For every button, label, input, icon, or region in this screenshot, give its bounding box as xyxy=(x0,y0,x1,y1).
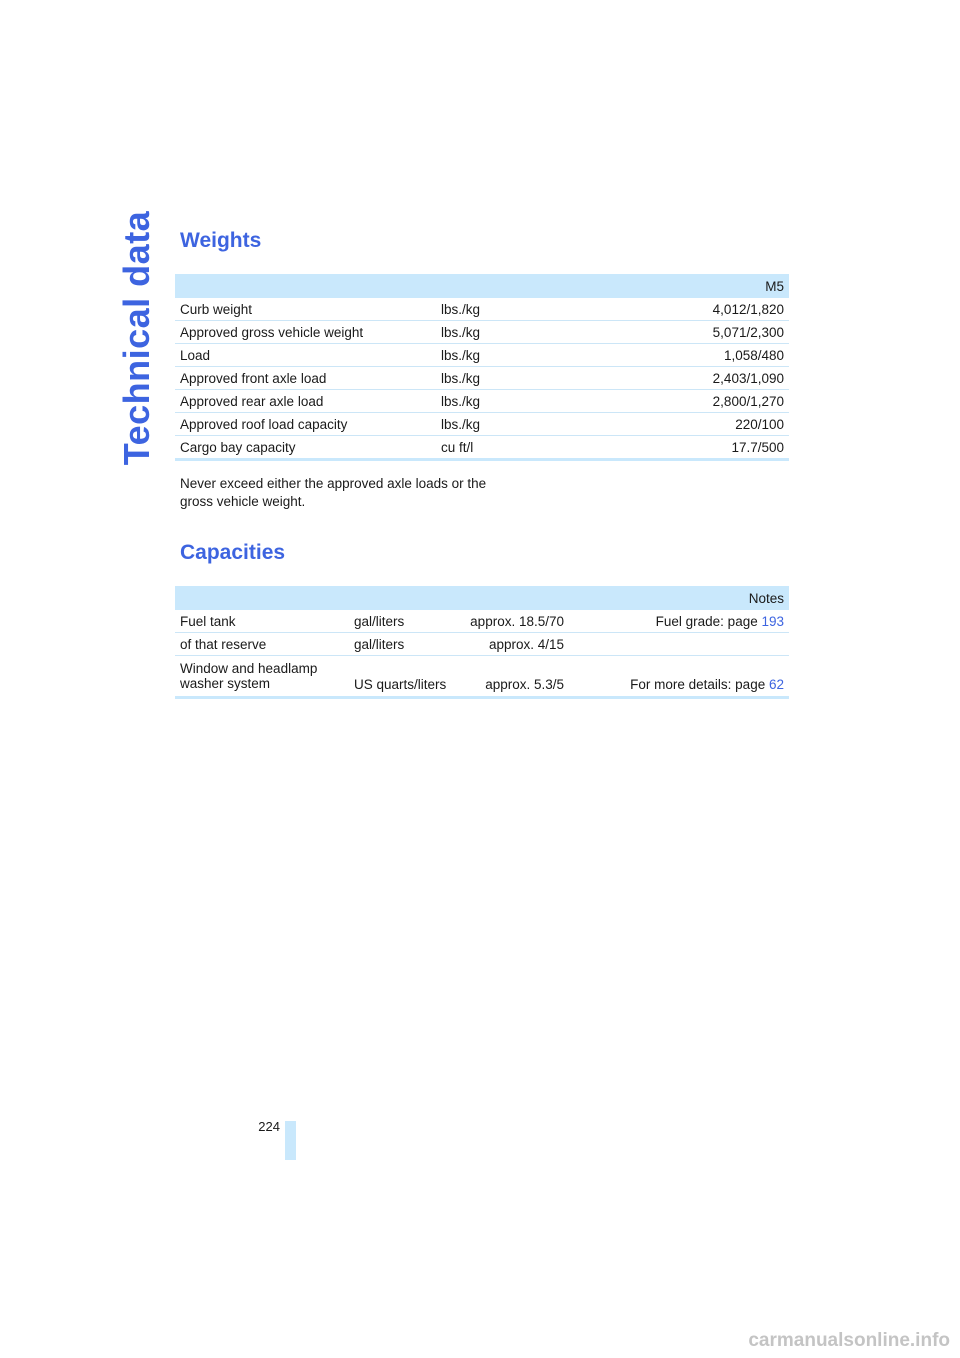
side-section-title xyxy=(112,210,162,465)
table-row xyxy=(175,610,789,633)
row-value: 5,071/2,300 xyxy=(586,321,789,344)
row-label: Approved front axle load xyxy=(175,367,436,390)
page-link[interactable]: 62 xyxy=(768,677,784,692)
row-unit: lbs./kg xyxy=(436,367,586,390)
row-value: approx. 4/15 xyxy=(453,633,569,656)
row-label: Approved roof load capacity xyxy=(175,413,436,436)
table-row xyxy=(175,298,789,321)
table-row xyxy=(175,344,789,367)
row-unit: gal/liters xyxy=(349,610,453,633)
row-unit: lbs./kg xyxy=(436,298,586,321)
row-unit: gal/liters xyxy=(349,633,453,656)
row-label-line: Window and headlamp xyxy=(180,661,318,676)
weights-table xyxy=(175,274,789,461)
table-row xyxy=(175,321,789,344)
capacities-table xyxy=(175,586,789,699)
table-row xyxy=(175,633,789,656)
table-row xyxy=(175,656,789,698)
row-unit: lbs./kg xyxy=(436,344,586,367)
table-row xyxy=(175,390,789,413)
row-label: Approved rear axle load xyxy=(175,390,436,413)
row-value: 2,403/1,090 xyxy=(586,367,789,390)
row-value: approx. 5.3/5 xyxy=(453,656,569,698)
row-unit: lbs./kg xyxy=(436,413,586,436)
row-label: of that reserve xyxy=(175,633,349,656)
row-value: 4,012/1,820 xyxy=(586,298,789,321)
row-unit: cu ft/l xyxy=(436,436,586,460)
row-label: Fuel tank xyxy=(175,610,349,633)
table-row xyxy=(175,413,789,436)
row-label-line: washer system xyxy=(180,676,271,691)
table-header-row xyxy=(175,274,789,298)
table-header-row xyxy=(175,586,789,610)
weights-heading: Weights xyxy=(180,229,262,252)
row-label: Cargo bay capacity xyxy=(175,436,436,460)
capacities-heading: Capacities xyxy=(180,541,286,564)
table-row xyxy=(175,436,789,460)
page-number: 224 xyxy=(258,1119,280,1134)
row-label xyxy=(175,656,349,698)
side-section-title-text: Technical data xyxy=(116,210,157,465)
row-value: 2,800/1,270 xyxy=(586,390,789,413)
row-unit: lbs./kg xyxy=(436,321,586,344)
row-note xyxy=(569,656,789,698)
row-note xyxy=(569,610,789,633)
row-value: 220/100 xyxy=(586,413,789,436)
watermark: carmanualsonline.info xyxy=(748,1330,950,1351)
column-header-notes: Notes xyxy=(569,586,789,610)
row-unit: US quarts/liters xyxy=(349,656,453,698)
row-label: Load xyxy=(175,344,436,367)
row-value: approx. 18.5/70 xyxy=(453,610,569,633)
row-label: Curb weight xyxy=(175,298,436,321)
row-note xyxy=(569,633,789,656)
row-label: Approved gross vehicle weight xyxy=(175,321,436,344)
page-number-bar xyxy=(285,1121,296,1160)
row-value: 1,058/480 xyxy=(586,344,789,367)
weights-note: Never exceed either the approved axle loads or the gross vehicle weight. xyxy=(180,476,487,509)
note-text: For more details: page xyxy=(630,677,769,692)
row-unit: lbs./kg xyxy=(436,390,586,413)
column-header-m5: M5 xyxy=(586,274,789,298)
page-link[interactable]: 193 xyxy=(761,613,784,629)
table-row xyxy=(175,367,789,390)
note-text: Fuel grade: page xyxy=(655,613,762,629)
row-value: 17.7/500 xyxy=(586,436,789,460)
